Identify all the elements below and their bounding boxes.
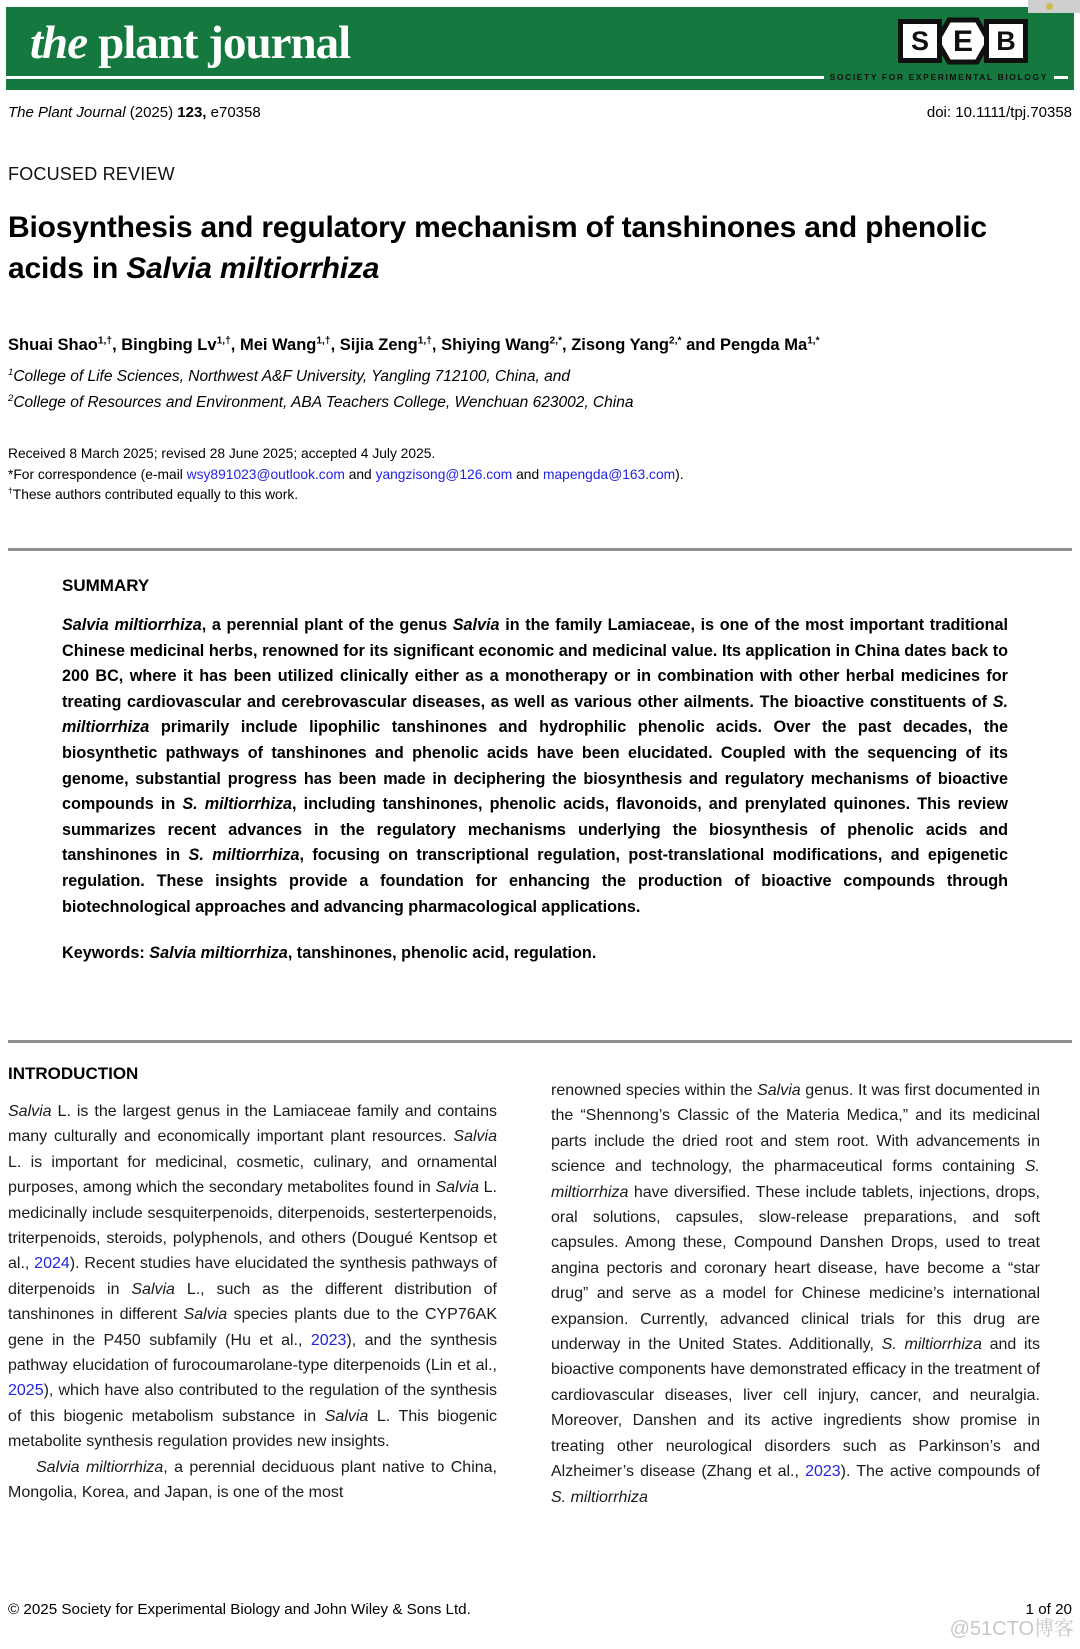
text-segment: , Sijia Zeng xyxy=(330,336,418,354)
banner-white-line-short xyxy=(1054,76,1068,79)
text-segment: 123, xyxy=(177,104,207,121)
text-segment: Salvia xyxy=(183,1306,228,1324)
text-segment: Salvia xyxy=(453,1128,497,1146)
section-divider xyxy=(8,1040,1072,1043)
text-segment: S. miltiorrhiza xyxy=(551,1158,1040,1201)
text-segment: genus. It was first documented in the “Shennong’s Classic of the Materia Medica,” and its medicinal parts include the dried root and stem root. With advancements in science and technology, the pharmaceutical forms containing xyxy=(551,1082,1041,1176)
link[interactable]: wsy891023@outlook.com xyxy=(186,466,345,482)
correspondence-line xyxy=(8,465,1072,486)
artifact-dot xyxy=(1046,3,1053,10)
text-segment: S. miltiorrhiza xyxy=(188,846,300,865)
doi: doi: 10.1111/tpj.70358 xyxy=(926,104,1072,121)
text-segment: 1,† xyxy=(417,335,432,347)
logo-word-rest: plant journal xyxy=(98,17,351,69)
text-segment: , including tanshinones, phenolic acids, flavonoids, and prenylated quinones. This review summarizes recent advances in the regulatory mechanisms underlying the biosynthesis of phenolic acids and tanshinones in xyxy=(62,795,1008,865)
copyright-line: © 2025 Society for Experimental Biology and John Wiley & Sons Ltd. xyxy=(8,1601,471,1618)
introduction-heading: INTRODUCTION xyxy=(8,1064,139,1083)
affiliations xyxy=(8,364,1072,416)
text-segment: have diversified. These include tablets, injections, drops, oral solutions, capsules, slow-release preparations, and soft capsules. Among these, Compound Danshen Drops, used to treat angina pectoris and coronary heart disease, have become a “star drug” and serve as a model for Chinese medicine’s international expansion. Currently, advanced clinical trials for this drug are underway in the United States. Additionally, xyxy=(551,1183,1040,1354)
text-segment: ). xyxy=(675,466,684,482)
seb-logo xyxy=(898,17,1028,65)
text-segment: 2,* xyxy=(549,335,563,347)
link[interactable]: mapengda@163.com xyxy=(542,466,676,482)
text-segment: , tanshinones, phenolic acid, regulation. xyxy=(287,944,597,963)
banner-divider xyxy=(6,72,1068,82)
text-segment: Salvia miltiorrhiza xyxy=(62,616,202,634)
text-segment: primarily include lipophilic tanshinones and hydrophilic phenolic acids. Over the past decades, the biosynthetic pathways of tanshinones and phenolic acids have been elucidated. Coupled with the sequencing of its genome, substantial progress has been made in deciphering the biosynthesis and regulatory mechanisms of bioactive compounds in xyxy=(62,718,1008,814)
link[interactable]: 2023 xyxy=(805,1463,841,1481)
text-segment: Salvia xyxy=(757,1082,801,1099)
text-segment: 1,† xyxy=(216,335,231,347)
site-watermark: @51CTO博客 xyxy=(949,1618,1074,1640)
journal-logo xyxy=(30,16,350,70)
text-segment: L. is important for medicinal, cosmetic, culinary, and ornamental purposes, among which the secondary metabolites found in xyxy=(8,1153,497,1197)
text-segment: Biosynthesis and regulatory mechanism of tanshinones and phenolic acids in xyxy=(8,211,987,285)
text-segment: , Shiying Wang xyxy=(431,336,550,354)
citation-row xyxy=(8,104,1072,121)
text-segment: , Zisong Yang xyxy=(562,336,670,354)
text-segment: and its bioactive components have demonstrated efficacy in the treatment of cardiovascular diseases, liver cell injury, cancer, and neuralgia. Moreover, Danshen and its active ingredients show promise in treating other neurological disorders such as Parkinson’s and Alzheimer’s disease (Zhang et al., xyxy=(551,1336,1041,1481)
intro-paragraph xyxy=(8,1099,497,1455)
text-segment: , focusing on transcriptional regulation, post-translational modifications, and epigenetic regulation. These insights provide a foundation for enhancing the production of bioactive compounds through biotechnological approaches and advancing pharmacological applications. xyxy=(62,846,1008,916)
author-list xyxy=(8,336,1072,355)
text-segment: renowned species within the xyxy=(551,1082,758,1099)
link[interactable]: 2024 xyxy=(34,1255,70,1273)
text-segment: 1,* xyxy=(807,335,820,347)
text-segment: The Plant Journal xyxy=(8,104,126,121)
intro-paragraph xyxy=(551,1078,1040,1510)
text-segment: , a perennial plant of the genus xyxy=(201,616,453,634)
text-segment: Salvia miltiorrhiza xyxy=(36,1458,164,1476)
screen-artifact xyxy=(1028,0,1080,13)
summary-heading: SUMMARY xyxy=(62,576,150,595)
introduction-section xyxy=(8,1064,1040,1510)
summary-section xyxy=(62,576,1008,963)
text-segment: 1 xyxy=(8,366,14,378)
section-divider xyxy=(8,548,1072,551)
link[interactable]: 2025 xyxy=(8,1382,44,1400)
page-footer xyxy=(8,1601,1072,1618)
text-segment: ). Recent studies have elucidated the synthesis pathways of diterpenoids in xyxy=(8,1255,497,1298)
text-segment: species plants due to the CYP76AK gene in the P450 subfamily (Hu et al., xyxy=(8,1306,497,1349)
left-column xyxy=(8,1064,497,1510)
text-segment: Salvia xyxy=(324,1407,369,1425)
text-segment: , Bingbing Lv xyxy=(112,336,217,354)
article-title xyxy=(8,207,1070,289)
text-segment: 2,* xyxy=(669,335,682,347)
text-segment: S. miltiorrhiza xyxy=(62,692,1008,737)
text-segment: L., such as the different distribution of tanshinones in different xyxy=(8,1280,498,1324)
journal-citation xyxy=(8,104,261,121)
text-segment: Salvia miltiorrhiza xyxy=(149,944,288,963)
text-segment: and xyxy=(512,466,543,482)
text-segment: , a perennial deciduous plant native to China, Mongolia, Korea, and Japan, is one of the most xyxy=(8,1458,497,1502)
article-notes xyxy=(8,444,1072,506)
text-segment: These authors contributed equally to this work. xyxy=(12,487,299,502)
seb-letter-b: B xyxy=(984,19,1028,63)
text-segment: 1,† xyxy=(97,335,113,347)
text-segment: in the family Lamiaceae, is one of the most important traditional Chinese medicinal herbs, renowned for its significant economic and medicinal value. Its application in China dates back to 200 BC, where it has been utilized clinically either as a monotherapy or in combination with other herbal medicines for treating cardiovascular and cerebrovascular diseases, as well as various other ailments. The bioactive constituents of xyxy=(62,616,1008,711)
banner-white-line xyxy=(6,76,824,79)
seb-caption: SOCIETY FOR EXPERIMENTAL BIOLOGY xyxy=(829,72,1048,82)
seb-letter-e: E xyxy=(952,25,974,58)
text-segment: College of Resources and Environment, ABA Teachers College, Wenchuan 623002, China xyxy=(13,394,634,411)
text-segment: Salvia miltiorrhiza xyxy=(126,252,380,285)
equal-contribution-note xyxy=(8,485,1072,506)
page-number: 1 of 20 xyxy=(1025,1601,1072,1618)
text-segment: Keywords: xyxy=(62,944,150,963)
text-segment: Salvia xyxy=(131,1280,175,1298)
text-segment: College of Life Sciences, Northwest A&F University, Yangling 712100, China, and xyxy=(13,368,570,385)
text-segment: S. miltiorrhiza xyxy=(551,1488,648,1506)
journal-banner xyxy=(6,7,1074,90)
text-segment: 1,† xyxy=(316,335,331,347)
text-segment: ), which have also contributed to the regulation of the synthesis of this biogenic metabolism substance in xyxy=(8,1382,497,1425)
text-segment: Shuai Shao xyxy=(8,336,98,354)
text-segment: † xyxy=(8,485,13,496)
link[interactable]: 2023 xyxy=(310,1331,347,1349)
link[interactable]: yangzisong@126.com xyxy=(375,466,513,482)
text-segment: S. miltiorrhiza xyxy=(881,1336,982,1354)
affiliation-2 xyxy=(8,390,1072,416)
text-segment: S. miltiorrhiza xyxy=(182,795,292,814)
intro-paragraph xyxy=(8,1455,497,1506)
text-segment: e70358 xyxy=(206,104,261,121)
summary-body xyxy=(62,613,1008,920)
text-segment: Salvia xyxy=(452,616,500,634)
logo-word-the: the xyxy=(30,17,88,69)
text-segment: ), and the synthesis pathway elucidation of furocoumarolane-type diterpenoids (Lin et al., xyxy=(8,1331,497,1375)
keywords-line xyxy=(62,944,1008,963)
text-segment: and Pengda Ma xyxy=(681,336,808,354)
text-segment: L. This biogenic metabolite synthesis regulation provides new insights. xyxy=(8,1407,497,1451)
text-segment: *For correspondence (e-mail xyxy=(8,466,187,482)
text-segment: ). The active compounds of xyxy=(840,1463,1040,1481)
seb-letter-s: S xyxy=(898,19,942,63)
text-segment: , Mei Wang xyxy=(230,336,317,354)
history-line: Received 8 March 2025; revised 28 June 2025; accepted 4 July 2025. xyxy=(8,446,436,461)
text-segment: 2 xyxy=(8,392,14,404)
right-column xyxy=(551,1064,1040,1510)
article-type: FOCUSED REVIEW xyxy=(8,164,175,184)
affiliation-1 xyxy=(8,364,1072,390)
text-segment: and xyxy=(344,466,376,482)
text-segment: Salvia xyxy=(8,1103,52,1120)
text-segment: Salvia xyxy=(435,1179,480,1197)
text-segment: L. medicinally include sesquiterpenoids, diterpenoids, sesterterpenoids, triterpenoids, steroids, polyphenols, and others (Dougué Kentsop et al., xyxy=(8,1179,497,1273)
text-segment: (2025) xyxy=(125,104,178,121)
text-segment: L. is the largest genus in the Lamiaceae family and contains many culturally and economically important plant resources. xyxy=(8,1103,497,1146)
